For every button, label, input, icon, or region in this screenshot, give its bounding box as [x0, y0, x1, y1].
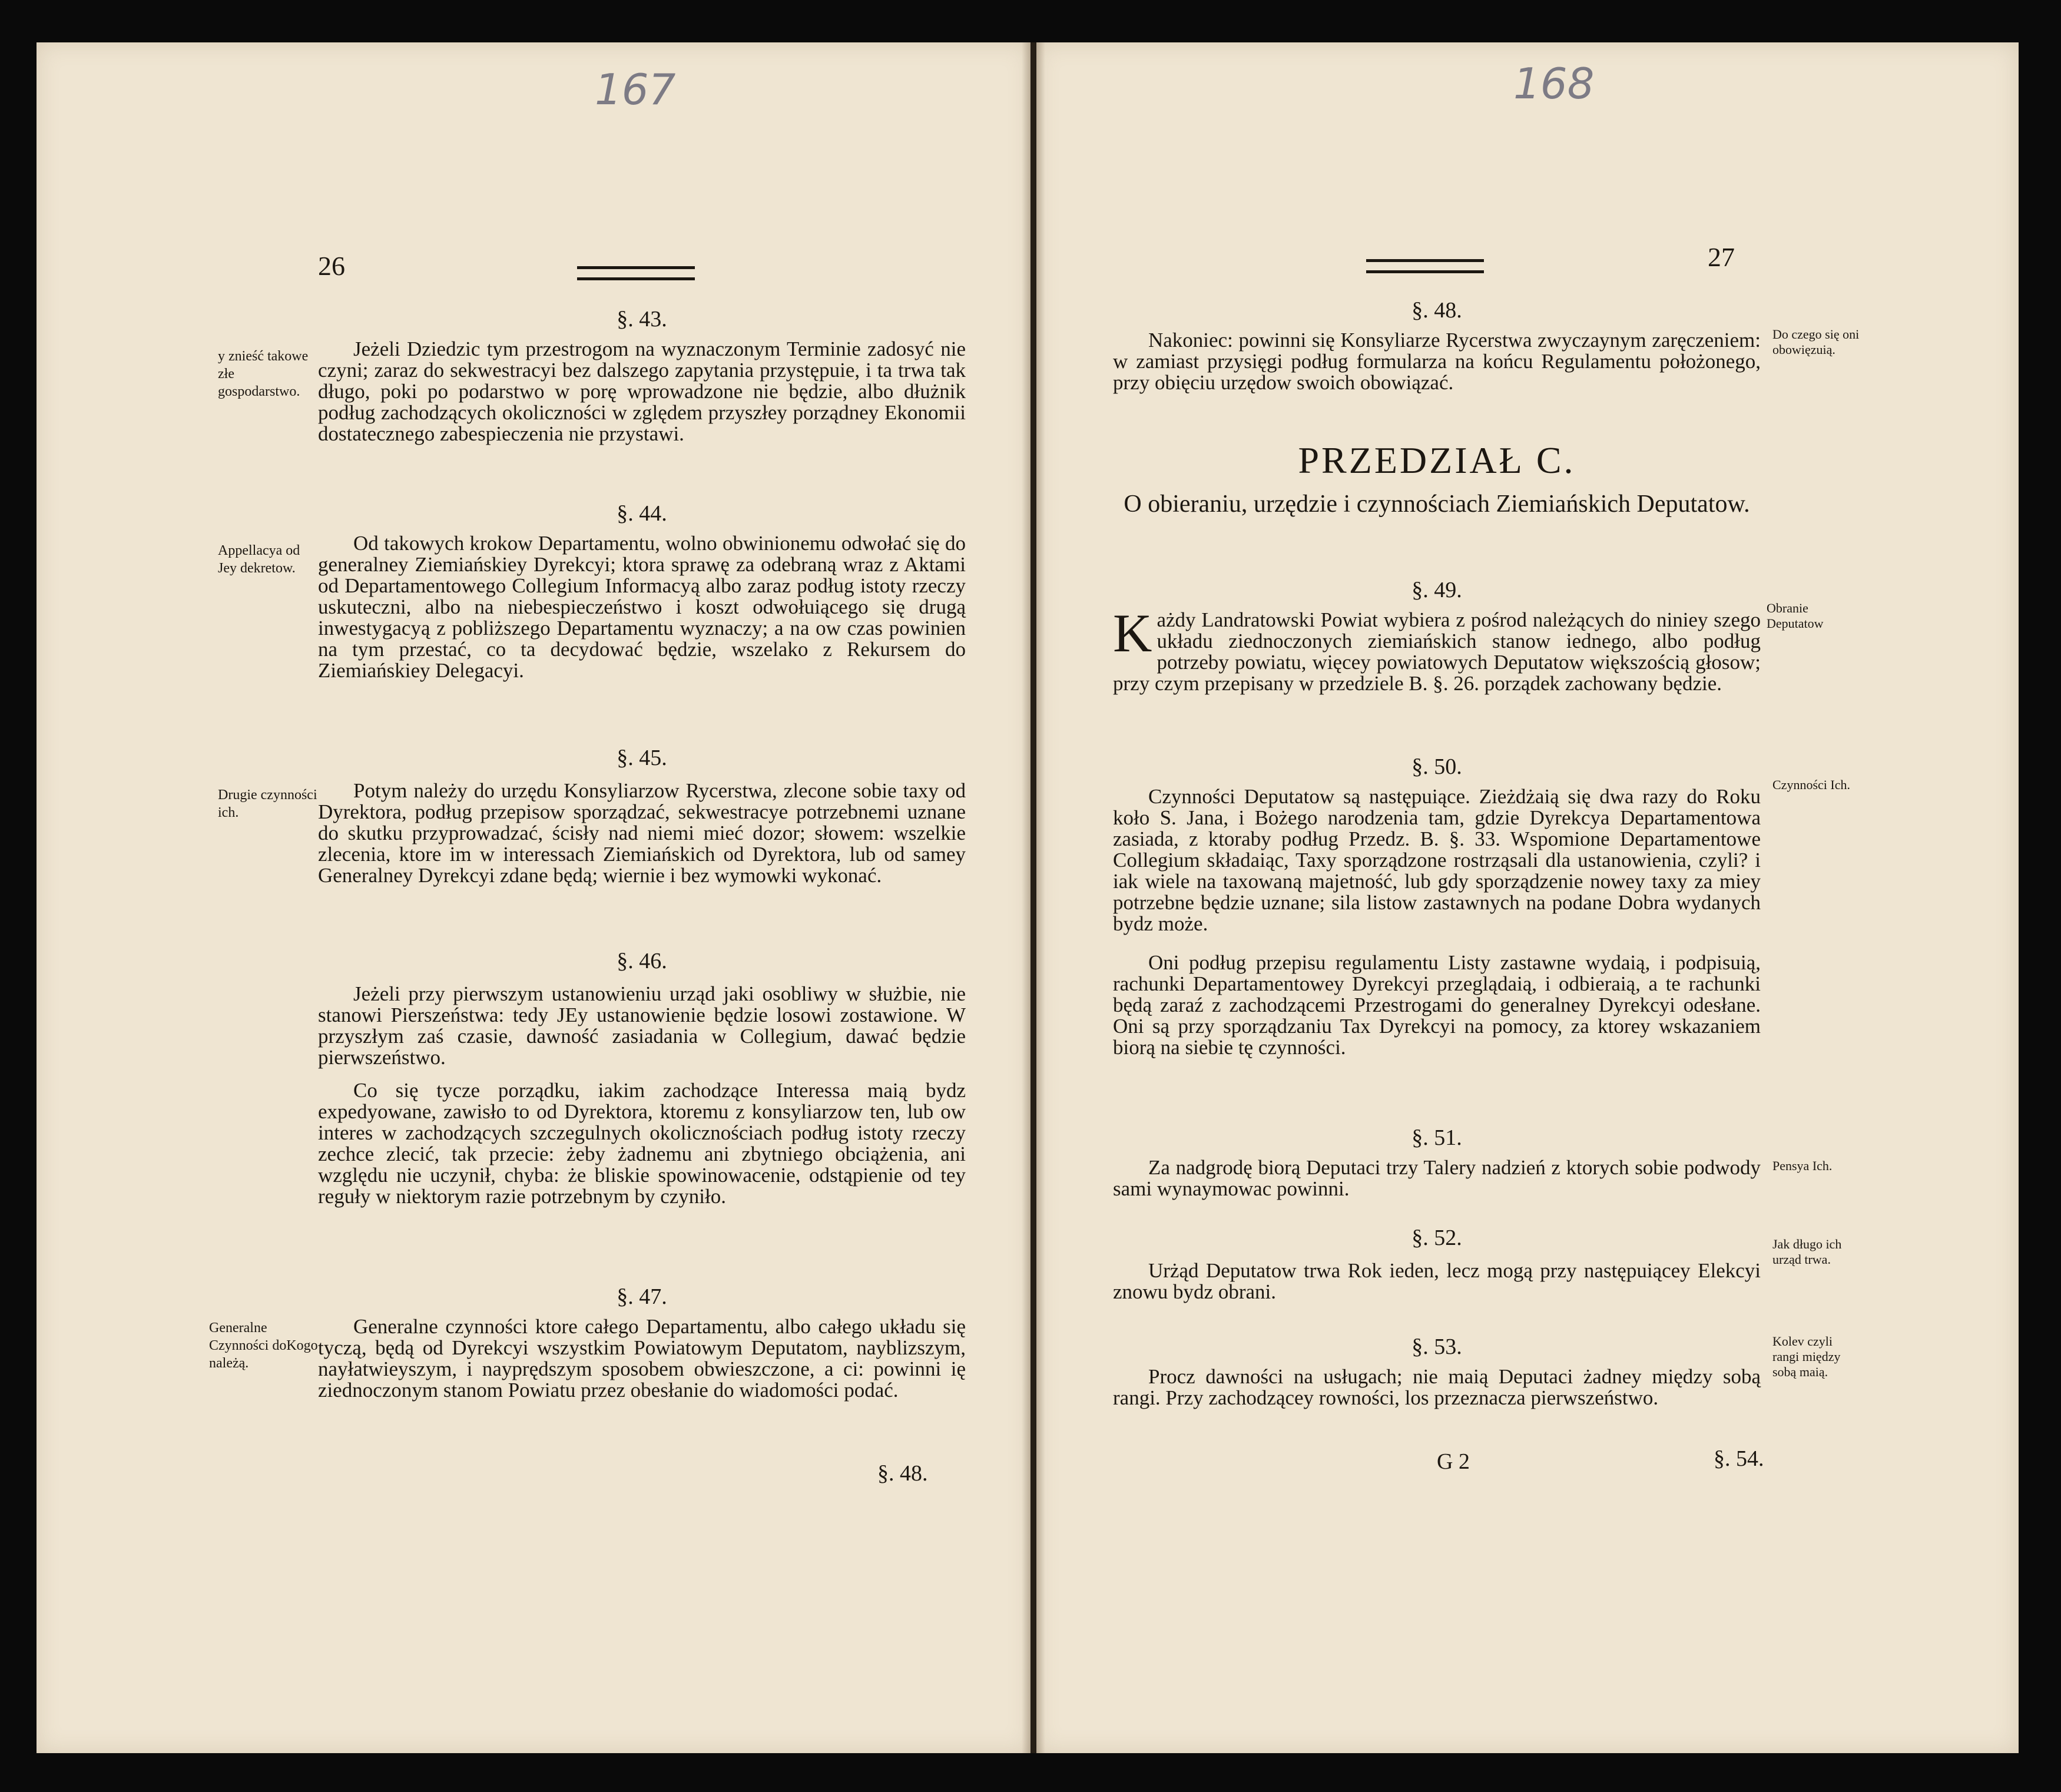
paragraph: Generalne czynności ktore całego Departamentu, albo całego układu się tyczą, będą od Dyrekcyi wszystkim Powiatowym Deputatom, nayblizszym, nayłatwieyszym, i nayprędszym sposobem obwieszczone, a ci: powinni ię ziednoczonym stanom Powiatu przez obesłanie do wiadomości podać.	[318, 1315, 966, 1402]
margin-note: Obranie Deputatow	[1767, 601, 1824, 631]
section-text	[318, 780, 966, 886]
margin-note: Czynności Ich.	[1772, 777, 1850, 792]
section-heading: §. 48.	[1411, 298, 1462, 323]
division-subtitle: O obieraniu, urzędzie i czynnościach Ziemiańskich Deputatow.	[1124, 491, 1750, 518]
paragraph: Czynności Deputatow są następuiące. Zieżdżaią się dwa razy do Roku koło S. Jana, i Bożego narodzenia tam, gdzie Dyrekcya Departamentowa zasiada, z ktoraby podług Przedz. B. §. 33. Wspomione Departamentowe Collegium składaiąc, Taxy sporządzone rostrząsali dla ustanowienia, czyli? i iak wiele na taxowaną majetność, lub gdy sporządzenie nowey taxy za miey potrzebne będzie uznane; sila listow zastawnych na podane Dobra wydanych bydz może.	[1113, 785, 1761, 935]
section-text	[1113, 786, 1761, 1058]
margin-note: Drugie czynności ich.	[218, 787, 317, 820]
paragraph: Jeżeli przy pierwszym ustanowieniu urząd jaki osobliwy w służbie, nie stanowi Pierszeństwa: tedy JEy ustanowienie będzie losowi zostawione. W przyszłym zaś czasie, dawność zasiadania w Collegium, dawać będzie pierwszeństwo.	[318, 982, 966, 1069]
manuscript-page-number: 167	[595, 65, 676, 114]
section-text	[1113, 1157, 1761, 1200]
section-heading: §. 45.	[617, 746, 667, 770]
paragraph: Oni podług przepisu regulamentu Listy zastawne wydaią, i podpisuią, rachunki Departamentowey Dyrekcyi przeglądaią, i odbieraią, a te rachunki będą zaraź z zachodzącemi Przestrogami do generalney Dyrekcyi odesłane. Oni są przy sporządzaniu Tax Dyrekcyi na pomocy, za ktorey wskazaniem biorą na siebie tę czynności.	[1113, 951, 1761, 1059]
drop-cap: K	[1113, 603, 1152, 663]
paragraph: Urżąd Deputatow trwa Rok ieden, lecz mogą przy następuiącey Elekcyi znowu bydz obrani.	[1113, 1259, 1761, 1303]
paragraph: Jeżeli Dziedzic tym przestrogom na wyznaczonym Terminie zadosyć nie czyni; zaraz do sekwestracyi bez dalszego zapytania przystępuie, i ta trwa tak długo, poki po podarstwo w porę wprowadzone nie będzie, albo dłużnik podług zachodzących okoliczności w zględem przyszłey porządney Ekonomii dostatecznego zabespieczenia nie przystawi.	[318, 337, 966, 445]
section-text	[318, 339, 966, 445]
paragraph: Procz dawności na usługach; nie maią Deputaci żadney między sobą rangi. Przy zachodzącey rowności, los przeznacza pierwszeństwo.	[1113, 1365, 1761, 1409]
section-heading: §. 52.	[1411, 1225, 1462, 1250]
paragraph: Nakoniec: powinni się Konsyliarze Rycerstwa zwyczaynym zaręczeniem: w zamiast przysięgi podług formularza na końcu Regulamentu położonego, przy obięciu urzędow swoich obowiązać.	[1113, 329, 1761, 394]
margin-note: Appellacya od Jey dekretow.	[218, 543, 300, 576]
section-heading: §. 47.	[617, 1284, 667, 1309]
paragraph: Potym należy do urzędu Konsyliarzow Rycerstwa, zlecone sobie taxy od Dyrektora, podług przepisow sporządzać, sekwestracye potrzebnemi uznane do skutku przyprowadzać, ścisły nad niemi mieć dozor; słowem: wszelkie zlecenia, ktore im w interessach Ziemiańskich od Dyrektora, lub od samey Generalney Dyrekcyi zdane będą; wiernie i bez wymowki wykonać.	[318, 779, 966, 887]
manuscript-page-number: 168	[1513, 59, 1595, 108]
header-rule	[577, 266, 695, 280]
catchword: §. 48.	[877, 1461, 928, 1486]
header-rule	[1366, 259, 1484, 273]
section-heading: §. 49.	[1411, 578, 1462, 602]
page-number: 26	[318, 251, 345, 281]
section-heading: §. 51.	[1411, 1125, 1462, 1150]
book-gutter	[1022, 42, 1045, 1753]
margin-note: y znieść takowe złe gospodarstwo.	[218, 349, 309, 399]
section-text	[1113, 330, 1761, 393]
section-heading: §. 50.	[1411, 754, 1462, 779]
section-text	[1113, 603, 1761, 695]
paragraph: ażdy Landratowski Powiat wybiera z pośrod należących do niniey szego układu ziednoczonych ziemiańskich stanow iednego, albo podług potrzeby powiatu, więcey powiatowych Deputatow większością głosow; przy czym przepisany w przedziele B. §. 26. porządek zachowany będzie.	[1113, 608, 1761, 695]
margin-note: Pensya Ich.	[1772, 1158, 1833, 1173]
section-text	[1113, 1260, 1761, 1303]
paragraph: Od takowych krokow Departamentu, wolno obwinionemu odwołać się do generalney Ziemiańskiey Dyrekcyi; ktora sprawę za odebraną wraz z Aktami od Departamentowego Collegium Informacyą albo zaraz podług istoty rzeczy uskuteczni, albo na niebespieczeństwo i koszt odwołuiącego się drugą inwestygacyą z pobliższego Departamentu wyznaczy; a na ow czas powinien na tym przestać, co ta decydować będzie, wszelako z Rekursem do Ziemiańskiey Delegacyi.	[318, 532, 966, 682]
section-heading: §. 43.	[617, 307, 667, 332]
page-number: 27	[1708, 242, 1735, 272]
signature-mark: G 2	[1437, 1449, 1470, 1474]
margin-note: Jak długo ich urząd trwa.	[1772, 1237, 1842, 1267]
section-text	[1113, 1366, 1761, 1409]
section-heading: §. 53.	[1411, 1334, 1462, 1359]
section-text	[318, 1316, 966, 1401]
margin-note: Kolev czyli rangi między sobą maią.	[1772, 1334, 1841, 1379]
section-text	[318, 983, 966, 1207]
margin-note: Do czego się oni obowięzuią.	[1772, 327, 1860, 357]
paragraph: Za nadgrodę biorą Deputaci trzy Talery nadzień z ktorych sobie podwody sami wynaymowac powinni.	[1113, 1156, 1761, 1200]
paragraph: Co się tycze porządku, iakim zachodzące Interessa maią bydz expedyowane, zawisło to od Dyrektora, ktoremu z konsyliarzow ten, lub ow interes w zachodzących szczegulnych okolicznościach podług istoty rzeczy zechce zlecić, tak przecie: żeby żadnemu ani zbytniego obciążenia, ani względu nie uczynił, chyba: że bliskie spowinowacenie, odstąpienie od tey reguły w niektorym razie potrzebnym by czyniło.	[318, 1079, 966, 1208]
section-text	[318, 533, 966, 681]
catchword: §. 54.	[1714, 1446, 1764, 1471]
left-page	[37, 42, 1030, 1753]
division-title: PRZEDZIAŁ C.	[1298, 439, 1576, 481]
margin-note: Generalne Czynności doKogo należą.	[209, 1320, 318, 1371]
section-heading: §. 46.	[617, 949, 667, 973]
section-heading: §. 44.	[617, 501, 667, 526]
